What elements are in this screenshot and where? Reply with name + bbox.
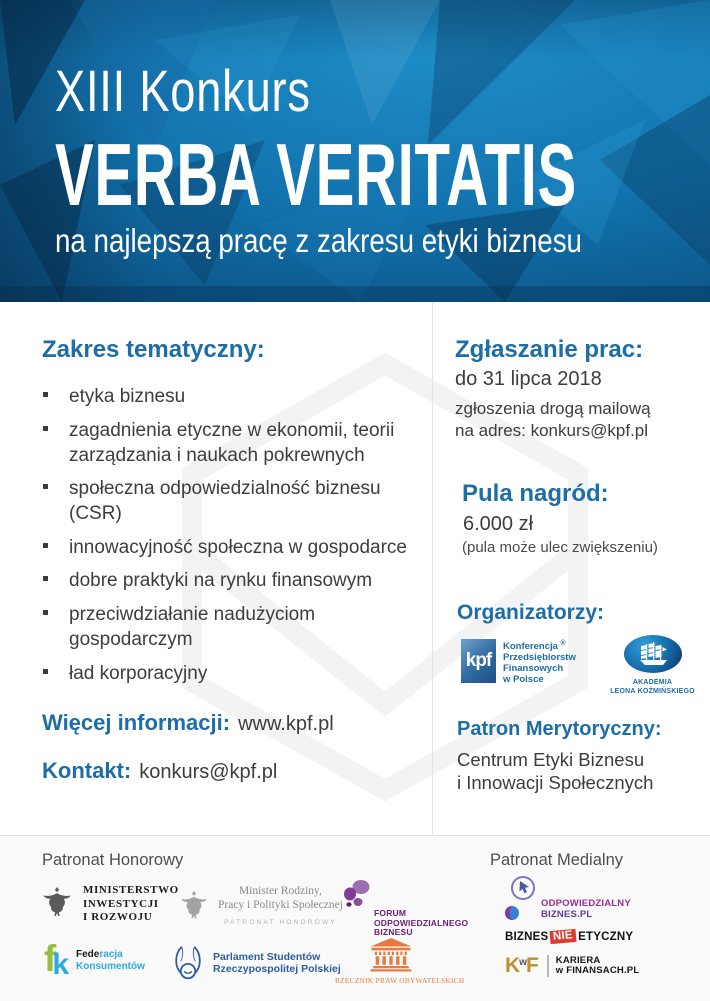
more-info-label: Więcej informacji:	[42, 710, 231, 735]
list-item: przeciwdziałanie nadużyciom gospodarczym	[42, 602, 428, 652]
organizer-logos	[457, 635, 700, 697]
column-divider	[432, 302, 433, 835]
parlament-studentow-logo	[170, 943, 341, 983]
parlament-studentow-name: Parlament Studentów Rzeczypospolitej Polskiej	[213, 950, 341, 975]
forum-odpowiedzialnego-biznesu-logo	[342, 879, 468, 938]
topics-list	[42, 384, 428, 694]
fk-name: Federacja Konsumentów	[76, 949, 145, 972]
kpf-logo: kpf	[461, 639, 496, 683]
submission-mail-info: zgłoszenia drogą mailową na adres: konkurs@kpf.pl	[455, 399, 651, 440]
federacja-konsumentow-logo	[44, 938, 145, 982]
fk-letter-f: f	[44, 938, 57, 979]
honorary-patronage-heading: Patronat Honorowy	[42, 851, 184, 869]
topics-heading: Zakres tematyczny:	[42, 336, 265, 363]
media-patronage-heading: Patronat Medialny	[490, 851, 623, 869]
patronage-footer	[0, 835, 710, 1001]
contest-edition: XIII Konkurs	[55, 59, 311, 124]
temple-icon	[365, 938, 417, 972]
patron-heading: Patron Merytoryczny:	[457, 718, 662, 740]
bullet-icon	[43, 669, 48, 674]
kariera-w-finansach-name: KARIERA w FINANSACH.PL	[555, 954, 640, 976]
rpo-name: RZECZNIK PRAW OBYWATELSKICH	[335, 976, 465, 985]
honorary-patronage-label: PATRONAT HONOROWY	[224, 919, 337, 926]
contact-label: Kontakt:	[42, 758, 132, 783]
fob-name: FORUM ODPOWIEDZIALNEGO BIZNESU	[374, 908, 469, 937]
ministry-family-logo	[178, 884, 343, 930]
main-content	[0, 302, 710, 835]
list-item: dobre praktyki na rynku finansowym	[42, 568, 428, 593]
ministry-investment-logo	[40, 884, 179, 925]
divider-bar	[547, 955, 549, 977]
nie-badge: NIE	[550, 929, 577, 944]
contest-title: VERBA VERITATIS	[55, 125, 577, 224]
bullet-icon	[43, 484, 48, 489]
rzecznik-praw-obywatelskich-logo	[335, 938, 465, 985]
alk-caption: AKADEMIA LEONA KOŹMIŃSKIEGO	[610, 679, 695, 695]
odpowiedzialny-biznes-name: ODPOWIEDZIALNY BIZNES.PL	[541, 898, 631, 920]
more-info-line	[42, 710, 334, 736]
list-item: etyka biznesu	[42, 384, 428, 409]
contest-subtitle: na najlepszą pracę z zakresu etyki biznesu	[55, 222, 582, 259]
purple-circles-icon	[342, 879, 372, 909]
prize-amount: 6.000 zł	[463, 513, 534, 535]
cursor-globe-icon	[503, 875, 539, 923]
alk-ship-icon	[624, 635, 682, 673]
laurel-emblem-icon	[170, 943, 206, 983]
kariera-w-finansach-logo: K w F KARIERA w FINANSACH.PL	[505, 954, 640, 977]
biznes-nieetyczny-logo: BIZNES NIE ETYCZNY	[505, 929, 634, 943]
alk-logo	[605, 635, 700, 696]
submission-heading: Zgłaszanie prac:	[455, 336, 644, 363]
fk-letter-k: k	[52, 948, 70, 981]
bullet-icon	[43, 426, 48, 431]
list-item: innowacyjność społeczna w gospodarce	[42, 535, 428, 560]
odpowiedzialny-biznes-logo	[503, 875, 631, 923]
contact-line	[42, 758, 277, 784]
patron-name: Centrum Etyki Biznesu i Innowacji Społecznych	[457, 749, 654, 794]
eagle-icon	[40, 884, 74, 924]
kpf-name: Konferencja ® Przedsiębiorstw Finansowych w Polsce	[503, 640, 576, 686]
bullet-icon	[43, 610, 48, 615]
list-item: ład korporacyjny	[42, 661, 428, 686]
list-item: zagadnienia etyczne w ekonomii, teorii zarządzania i naukach pokrewnych	[42, 418, 428, 468]
ministry-investment-name: MINISTERSTWO INWESTYCJI I ROZWOJU	[83, 884, 179, 923]
bullet-icon	[43, 576, 48, 581]
bullet-icon	[43, 543, 48, 548]
prize-note: (pula może ulec zwiększeniu)	[462, 539, 658, 556]
header-banner	[0, 0, 710, 302]
prize-heading: Pula nagród:	[462, 480, 609, 507]
contact-email: konkurs@kpf.pl	[139, 761, 278, 783]
bullet-icon	[43, 392, 48, 397]
ministry-family-name: Minister Rodziny, Pracy i Polityki Społecznej PATRONAT HONOROWY	[218, 884, 343, 930]
website-link: www.kpf.pl	[238, 713, 334, 735]
submission-deadline: do 31 lipca 2018	[455, 368, 602, 390]
organizers-heading: Organizatorzy:	[457, 601, 605, 624]
list-item: społeczna odpowiedzialność biznesu (CSR)	[42, 476, 428, 526]
registered-mark-icon: ®	[560, 640, 566, 647]
eagle-icon	[178, 888, 210, 926]
